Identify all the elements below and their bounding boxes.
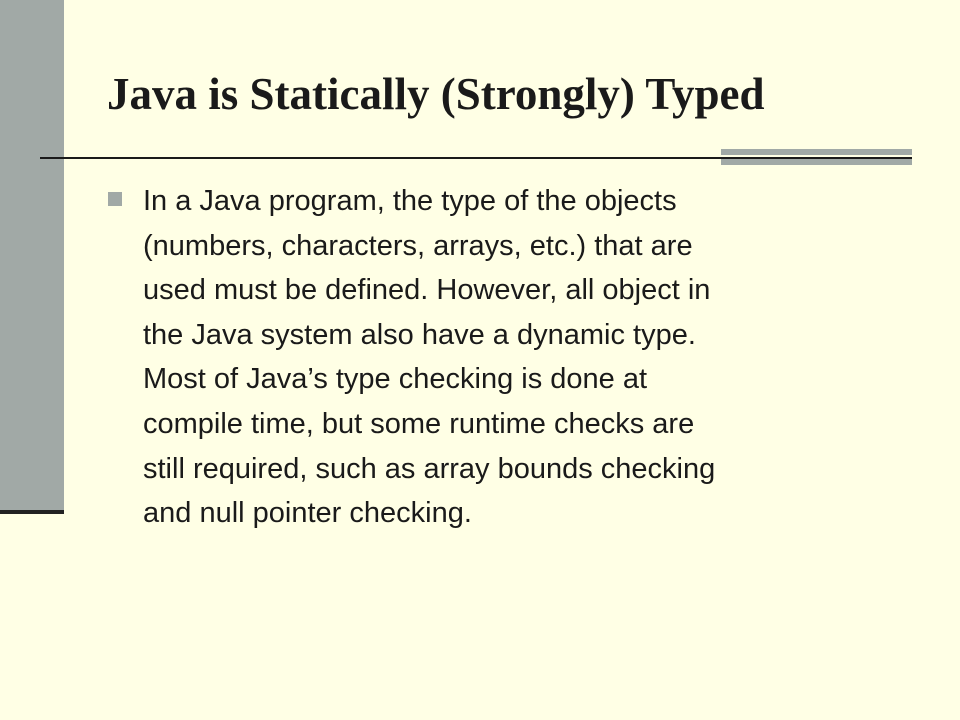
left-accent-bar [0,0,64,510]
bullet-line: the Java system also have a dynamic type. [143,318,696,351]
title-divider-accent [721,149,912,165]
bullet-line: compile time, but some runtime checks are [143,407,695,440]
bullet-line: used must be defined. However, all object in [143,274,711,307]
bullet-line: (numbers, characters, arrays, etc.) that are [143,229,693,262]
bullet-text [143,179,903,536]
bullet-line: still required, such as array bounds checking [143,452,716,485]
slide-title: Java is Statically (Strongly) Typed [107,69,765,119]
bullet-line: In a Java program, the type of the objects [143,185,677,217]
bullet-line: and null pointer checking. [143,497,472,530]
bullet-line: Most of Java’s type checking is done at [143,363,648,396]
left-accent-underline [0,510,64,514]
square-bullet-icon [108,192,122,206]
